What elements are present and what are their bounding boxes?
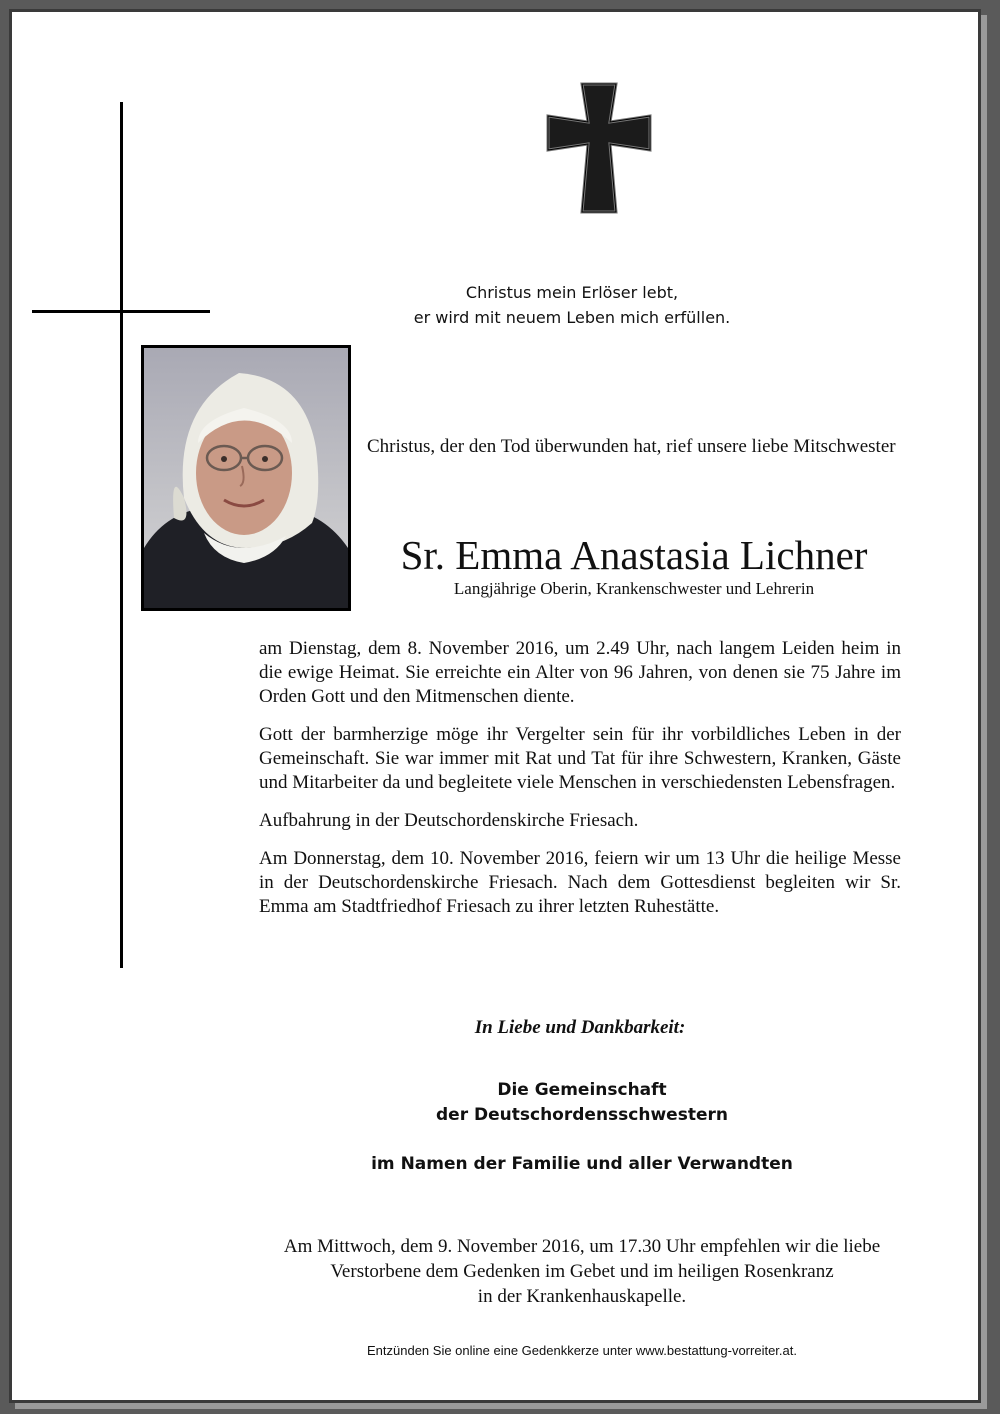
community-line-1: Die Gemeinschaft: [497, 1080, 667, 1100]
portrait-photo: [141, 345, 351, 611]
announcement-body: [259, 637, 901, 933]
deceased-name: Sr. Emma Anastasia Lichner: [400, 532, 868, 578]
side-cross-vertical-icon: [120, 102, 123, 968]
closing-phrase: In Liebe und Dankbarkeit:: [474, 1017, 686, 1038]
rosary-line-1: Am Mittwoch, dem 9. November 2016, um 17.30 Uhr empfehlen wir die liebe: [283, 1236, 881, 1257]
paragraph-tribute: Gott der barmherzige möge ihr Vergelter sein für ihr vorbildliches Leben in der Gemeinschaft. Sie war immer mit Rat und Tat für ihre Schwestern, Kranken, Gäste und Mitarbeiter da und begleitete viele Menschen in verschiedensten Lebensfragen.: [259, 724, 901, 793]
paragraph-lying-in-state: Aufbahrung in der Deutschordenskirche Friesach.: [259, 810, 639, 831]
community-line-2: der Deutschordensschwestern: [436, 1105, 728, 1125]
intro-text: Christus, der den Tod überwunden hat, rief unsere liebe Mitschwester: [367, 436, 896, 457]
online-candle-note: Entzünden Sie online eine Gedenkkerze unter www.bestattung-vorreiter.at.: [367, 1343, 797, 1358]
side-cross-horizontal-icon: [32, 310, 210, 313]
motto-line-1: Christus mein Erlöser lebt,: [465, 283, 679, 302]
rosary-announcement: [212, 1234, 952, 1309]
nun-portrait-photo: [144, 348, 348, 608]
family-signature: im Namen der Familie und aller Verwandten: [371, 1154, 793, 1174]
rosary-line-3: in der Krankenhauskapelle.: [477, 1286, 687, 1307]
community-signature: [312, 1078, 852, 1128]
motto-line-2: er wird mit neuem Leben mich erfüllen.: [413, 308, 731, 327]
deceased-roles: Langjährige Oberin, Krankenschwester und Lehrerin: [453, 579, 815, 598]
paragraph-funeral-mass: Am Donnerstag, dem 10. November 2016, feiern wir um 13 Uhr die heilige Messe in der Deutschordenskirche Friesach. Nach dem Gottesdienst begleiten wir Sr. Emma am Stadtfriedhof Friesach zu ihrer letzten Ruhestätte.: [259, 848, 901, 917]
obituary-page: [9, 9, 981, 1403]
iron-cross-icon: [542, 76, 656, 218]
paragraph-death-date: am Dienstag, dem 8. November 2016, um 2.49 Uhr, nach langem Leiden heim in die ewige Heimat. Sie erreichte ein Alter von 96 Jahren, von denen sie 75 Jahre im Orden Gott und den Mitmenschen diente.: [259, 638, 901, 707]
rosary-line-2: Verstorbene dem Gedenken im Gebet und im heiligen Rosenkranz: [330, 1261, 834, 1282]
motto-verse: [362, 280, 782, 330]
